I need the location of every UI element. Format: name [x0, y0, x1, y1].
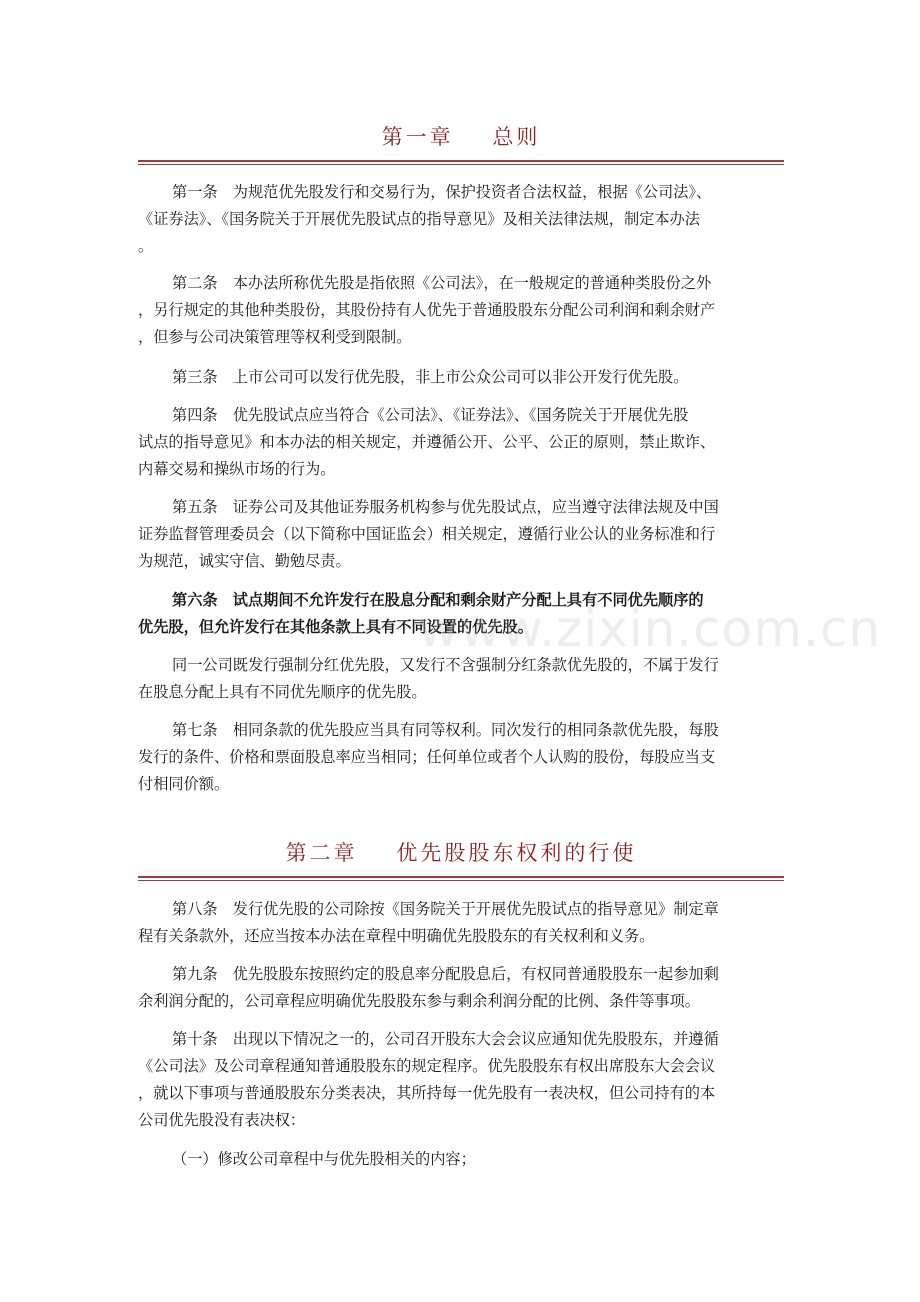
article-4-line: 试点的指导意见》和本办法的相关规定，并遵循公开、公平、公正的原则，禁止欺诈、: [138, 433, 716, 451]
article-10-line: 公司优先股没有表决权：: [138, 1111, 306, 1129]
article-8-line: 程有关条款外，还应当按本办法在章程中明确优先股股东的有关权利和义务。: [138, 927, 655, 945]
chapter-1-rule: [138, 160, 784, 165]
article-1-line: 《证券法》、《国务院关于开展优先股试点的指导意见》及相关法律法规，制定本办法: [138, 210, 700, 228]
article-7: [138, 717, 788, 798]
article-2-line: 第二条 本办法所称优先股是指依照《公司法》，在一般规定的普通种类股份之外: [172, 274, 712, 292]
article-8-line: 第八条 发行优先股的公司除按《国务院关于开展优先股试点的指导意见》制定章: [172, 900, 719, 918]
watermark: www.zixin.com.cn: [418, 600, 882, 658]
article-7-line: 第七条 相同条款的优先股应当具有同等权利。同次发行的相同条款优先股，每股: [172, 721, 719, 739]
article-3: [138, 364, 788, 391]
article-10-line: 第十条 出现以下情况之一的，公司召开股东大会会议应通知优先股股东，并遵循: [172, 1030, 719, 1048]
article-6-line: 优先股，但允许发行在其他条款上具有不同设置的优先股。: [138, 618, 533, 636]
article-10-line: ，就以下事项与普通股股东分类表决，其所持每一优先股有一表决权，但公司持有的本: [138, 1084, 716, 1102]
article-6-note-line: 同一公司既发行强制分红优先股，又发行不含强制分红条款优先股的，不属于发行: [172, 656, 719, 674]
article-4: [138, 402, 788, 483]
article-2-line: ，但参与公司决策管理等权利受到限制。: [138, 328, 412, 346]
article-4-line: 内幕交易和操纵市场的行为。: [138, 460, 336, 478]
chapter-2-title: 第二章 优先股股东权利的行使: [285, 841, 637, 865]
article-9-line: 第九条 优先股股东按照约定的股息率分配股息后，有权同普通股股东一起参加剩: [172, 965, 719, 983]
article-1-line: 第一条 为规范优先股发行和交易行为，保护投资者合法权益，根据《公司法》、: [172, 183, 712, 201]
article-6-note: [138, 652, 788, 706]
article-6: [138, 587, 788, 641]
article-10-line: 《公司法》及公司章程通知普通股股东的规定程序。优先股股东有权出席股东大会会议: [138, 1057, 716, 1075]
article-7-line: 发行的条件、价格和票面股息率应当相同；任何单位或者个人认购的股份，每股应当支: [138, 748, 716, 766]
article-9-line: 余利润分配的，公司章程应明确优先股股东参与剩余利润分配的比例、条件等事项。: [138, 992, 700, 1010]
article-10: [138, 1026, 788, 1134]
article-5-line: 证券监督管理委员会（以下简称中国证监会）相关规定，遵循行业公认的业务标准和行: [138, 525, 716, 543]
article-5: [138, 494, 788, 575]
article-2-line: ，另行规定的其他种类股份，其股份持有人优先于普通股股东分配公司利润和剩余财产: [138, 301, 716, 319]
article-9: [138, 961, 788, 1015]
article-5-line: 为规范，诚实守信、勤勉尽责。: [138, 552, 351, 570]
article-6-note-line: 在股息分配上具有不同优先顺序的优先股。: [138, 683, 427, 701]
article-4-line: 第四条 优先股试点应当符合《公司法》、《证券法》、《国务院关于开展优先股: [172, 406, 689, 424]
article-10-item-1-line: （一）修改公司章程中与优先股相关的内容；: [172, 1150, 476, 1168]
article-1-line: 。: [138, 237, 154, 255]
article-7-line: 付相同价额。: [138, 775, 230, 793]
article-6-line: 第六条 试点期间不允许发行在股息分配和剩余财产分配上具有不同优先顺序的: [172, 591, 704, 609]
chapter-1-title: 第一章 总则: [381, 125, 541, 149]
article-5-line: 第五条 证券公司及其他证券服务机构参与优先股试点，应当遵守法律法规及中国: [172, 498, 719, 516]
article-1: [138, 179, 788, 260]
chapter-2-rule: [138, 876, 784, 881]
article-10-item-1: [138, 1146, 788, 1173]
article-8: [138, 896, 788, 950]
article-2: [138, 270, 788, 351]
article-3-line: 第三条 上市公司可以发行优先股，非上市公众公司可以非公开发行优先股。: [172, 368, 689, 386]
